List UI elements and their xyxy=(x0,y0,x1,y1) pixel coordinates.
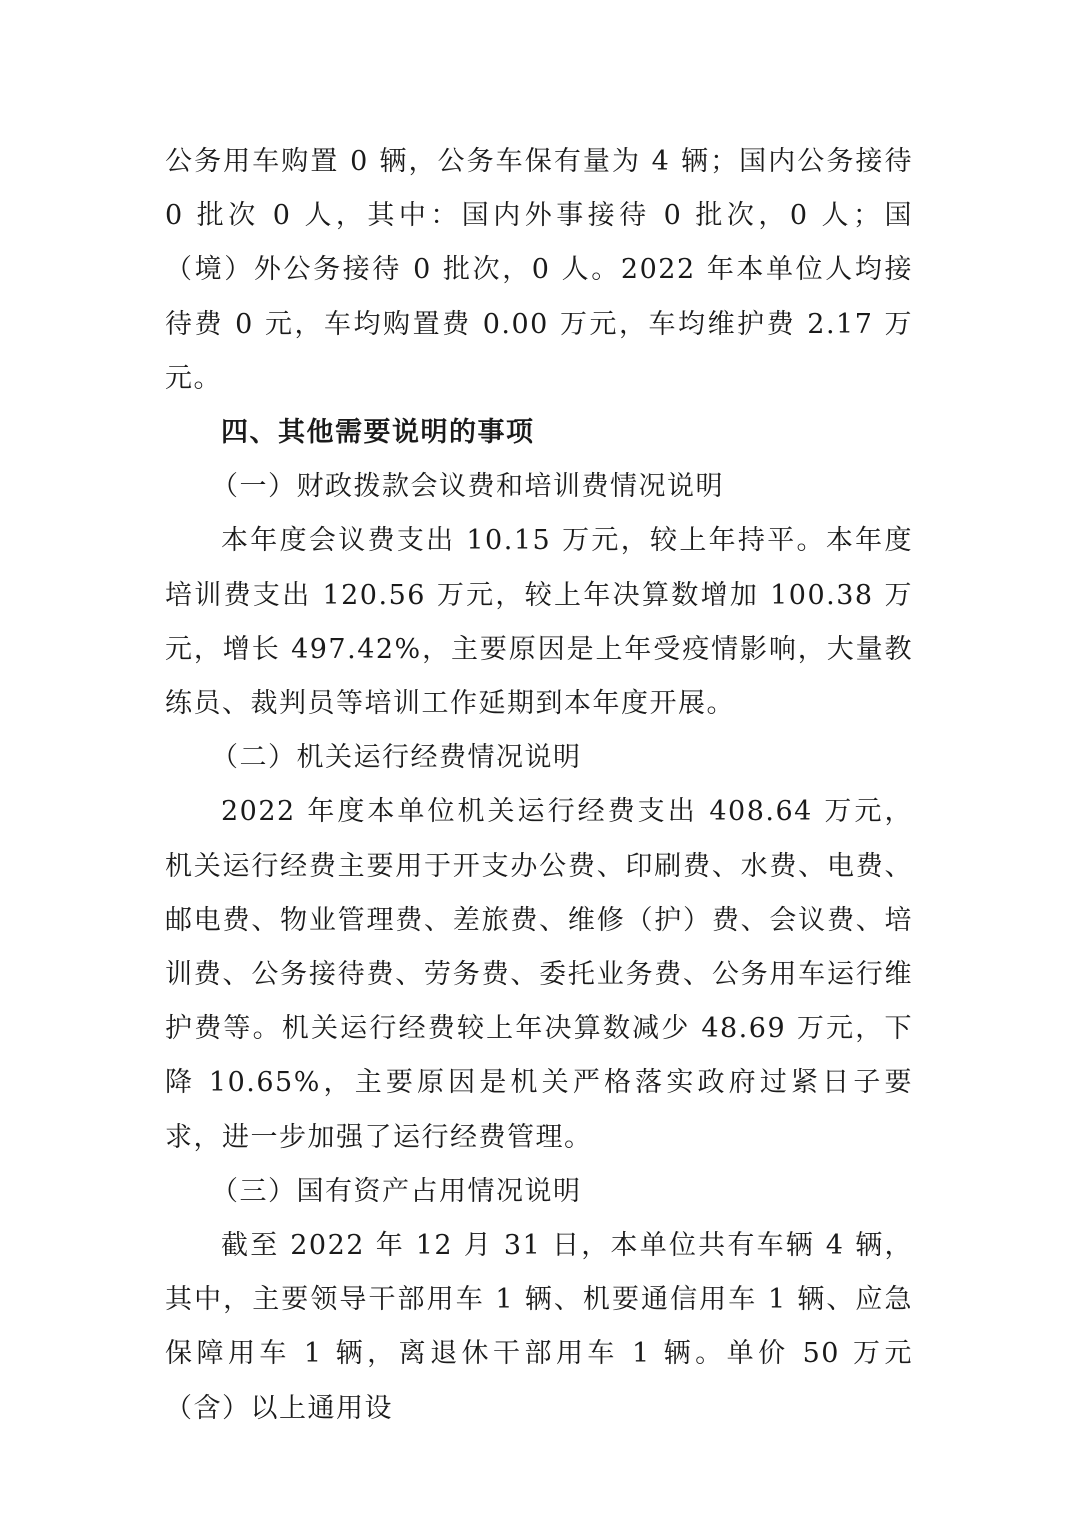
paragraph-vehicle-reception: 公务用车购置 0 辆，公务车保有量为 4 辆；国内公务接待 0 批次 0 人，其中：国内外事接待 0 批次，0 人；国（境）外公务接待 0 批次，0 人。2022 年本单位人均接待费 0 元，车均购置费 0.00 万元，车均维护费 2.17 万元。 xyxy=(165,146,913,394)
document-page xyxy=(165,135,913,1436)
subheading-state-assets: （三）国有资产占用情况说明 xyxy=(211,1175,582,1207)
paragraph-meeting-training-fees: 本年度会议费支出 10.15 万元，较上年持平。本年度培训费支出 120.56 万元，较上年决算数增加 100.38 万元，增长 497.42%，主要原因是上年受疫情影响，大量教练员、裁判员等培训工作延期到本年度开展。 xyxy=(165,525,913,720)
paragraph-state-assets: 截至 2022 年 12 月 31 日，本单位共有车辆 4 辆，其中，主要领导干部用车 1 辆、机要通信用车 1 辆、应急保障用车 1 辆，离退休干部用车 1 辆。单价 50 万元（含）以上通用设 xyxy=(165,1230,913,1424)
subheading-operating-expenses: （二）机关运行经费情况说明 xyxy=(211,742,582,774)
section-heading-other-matters: 四、其他需要说明的事项 xyxy=(221,417,535,449)
paragraph-operating-expenses: 2022 年度本单位机关运行经费支出 408.64 万元，机关运行经费主要用于开支办公费、印刷费、水费、电费、邮电费、物业管理费、差旅费、维修（护）费、会议费、培训费、公务接待费、劳务费、委托业务费、公务用车运行维护费等。机关运行经费较上年决算数减少 48.69 万元，下降 10.65%，主要原因是机关严格落实政府过紧日子要求，进一步加强了运行经费管理。 xyxy=(165,796,913,1153)
subheading-meeting-training-fees: （一）财政拨款会议费和培训费情况说明 xyxy=(211,471,724,503)
